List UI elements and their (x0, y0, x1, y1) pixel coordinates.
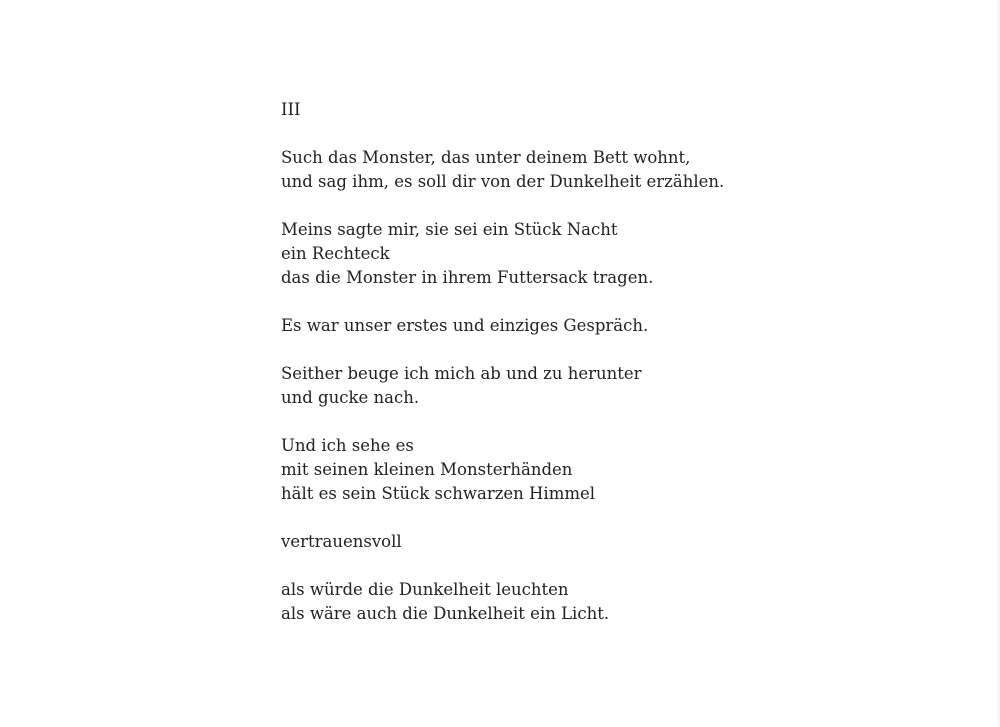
poem-line: das die Monster in ihrem Futtersack tragen. (281, 268, 654, 287)
poem-heading: III (281, 100, 301, 119)
stanza-5 (281, 434, 841, 506)
poem-line: und gucke nach. (281, 388, 420, 407)
stanza-6 (281, 530, 841, 554)
poem-line: vertrauensvoll (281, 532, 402, 551)
stanza-7 (281, 578, 841, 626)
poem (281, 98, 841, 626)
poem-line: als wäre auch die Dunkelheit ein Licht. (281, 604, 610, 623)
poem-line: mit seinen kleinen Monsterhänden (281, 460, 573, 479)
poem-line: Und ich sehe es (281, 436, 414, 455)
poem-line: ein Rechteck (281, 244, 390, 263)
poem-line: Meins sagte mir, sie sei ein Stück Nacht (281, 220, 618, 239)
stanza-2 (281, 218, 841, 290)
stanza-4 (281, 362, 841, 410)
poem-line: Such das Monster, das unter deinem Bett wohnt, (281, 148, 691, 167)
page-edge (996, 0, 1000, 727)
stanza-3 (281, 314, 841, 338)
poem-line: Seither beuge ich mich ab und zu herunter (281, 364, 642, 383)
stanza-1 (281, 146, 841, 194)
poem-line: Es war unser erstes und einziges Gespräch. (281, 316, 649, 335)
poem-line: hält es sein Stück schwarzen Himmel (281, 484, 596, 503)
poem-line: als würde die Dunkelheit leuchten (281, 580, 569, 599)
poem-line: und sag ihm, es soll dir von der Dunkelheit erzählen. (281, 172, 725, 191)
